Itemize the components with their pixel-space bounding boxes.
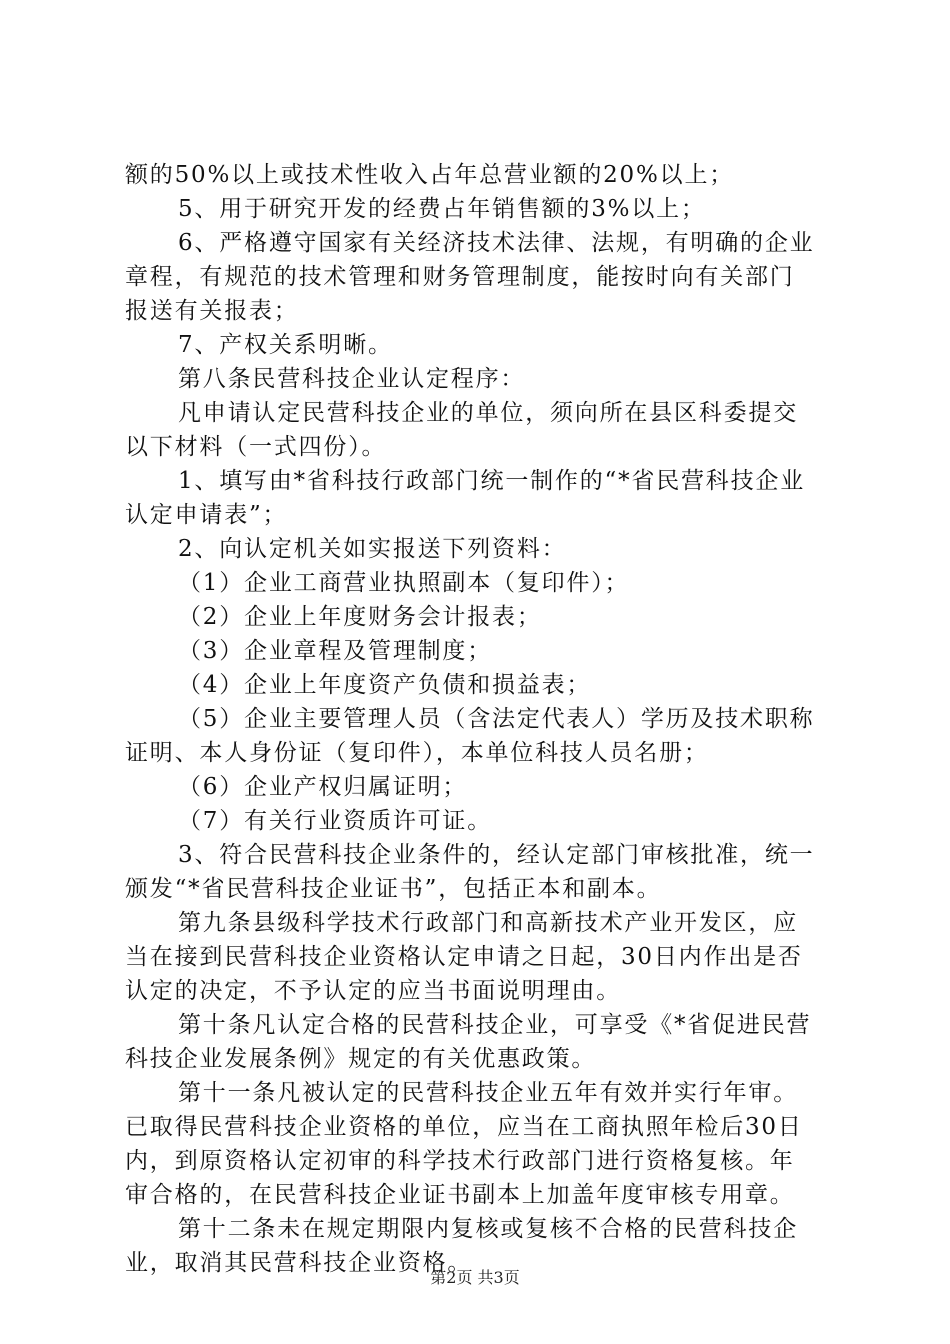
text-line: 以下材料（一式四份）。	[125, 434, 387, 460]
text-line: （4）企业上年度资产负债和损益表；	[178, 672, 592, 698]
text-line: 第九条县级科学技术行政部门和高新技术产业开发区，应	[178, 910, 798, 936]
text-line: 已取得民营科技企业资格的单位，应当在工商执照年检后30日	[125, 1114, 803, 1140]
text-line: 认定申请表”；	[125, 502, 288, 528]
text-line: 额的50%以上或技术性收入占年总营业额的20%以上；	[125, 162, 735, 188]
text-line: （7）有关行业资质许可证。	[178, 808, 493, 834]
text-line: 5、用于研究开发的经费占年销售额的3%以上；	[178, 196, 706, 222]
text-line: 第十二条未在规定期限内复核或复核不合格的民营科技企	[178, 1216, 798, 1242]
text-line: 第十一条凡被认定的民营科技企业五年有效并实行年审。	[178, 1080, 798, 1106]
text-line: 2、向认定机关如实报送下列资料：	[178, 536, 567, 562]
text-line: 内，到原资格认定初审的科学技术行政部门进行资格复核。年	[125, 1148, 795, 1174]
text-line: 第十条凡认定合格的民营科技企业，可享受《*省促进民营	[178, 1012, 812, 1038]
text-line: 6、严格遵守国家有关经济技术法律、法规，有明确的企业	[178, 230, 815, 256]
text-line: （2）企业上年度财务会计报表；	[178, 604, 542, 630]
text-line: 颁发“*省民营科技企业证书”，包括正本和副本。	[125, 876, 662, 902]
text-line: （3）企业章程及管理制度；	[178, 638, 493, 664]
text-line: 章程，有规范的技术管理和财务管理制度，能按时向有关部门	[125, 264, 795, 290]
page-footer	[0, 1268, 950, 1288]
text-line: 认定的决定，不予认定的应当书面说明理由。	[125, 978, 621, 1004]
page-number: 第2页 共3页	[430, 1268, 520, 1287]
text-line: 报送有关报表；	[125, 298, 299, 324]
text-line: （1）企业工商营业执照副本（复印件）；	[178, 570, 630, 596]
text-line: 1、填写由*省科技行政部门统一制作的“*省民营科技企业	[178, 468, 805, 494]
text-line: 审合格的，在民营科技企业证书副本上加盖年度审核专用章。	[125, 1182, 795, 1208]
text-line: （5）企业主要管理人员（含法定代表人）学历及技术职称	[178, 706, 815, 732]
text-line: 科技企业发展条例》规定的有关优惠政策。	[125, 1046, 597, 1072]
text-line: 当在接到民营科技企业资格认定申请之日起，30日内作出是否	[125, 944, 803, 970]
text-line: （6）企业产权归属证明；	[178, 774, 468, 800]
text-line: 凡申请认定民营科技企业的单位，须向所在县区科委提交	[178, 400, 798, 426]
text-line: 业，取消其民营科技企业资格。	[125, 1250, 473, 1276]
text-line: 3、符合民营科技企业条件的，经认定部门审核批准，统一	[178, 842, 815, 868]
text-line: 证明、本人身份证（复印件），本单位科技人员名册；	[125, 740, 709, 766]
text-line: 7、产权关系明晰。	[178, 332, 393, 358]
text-line: 第八条民营科技企业认定程序：	[178, 366, 526, 392]
